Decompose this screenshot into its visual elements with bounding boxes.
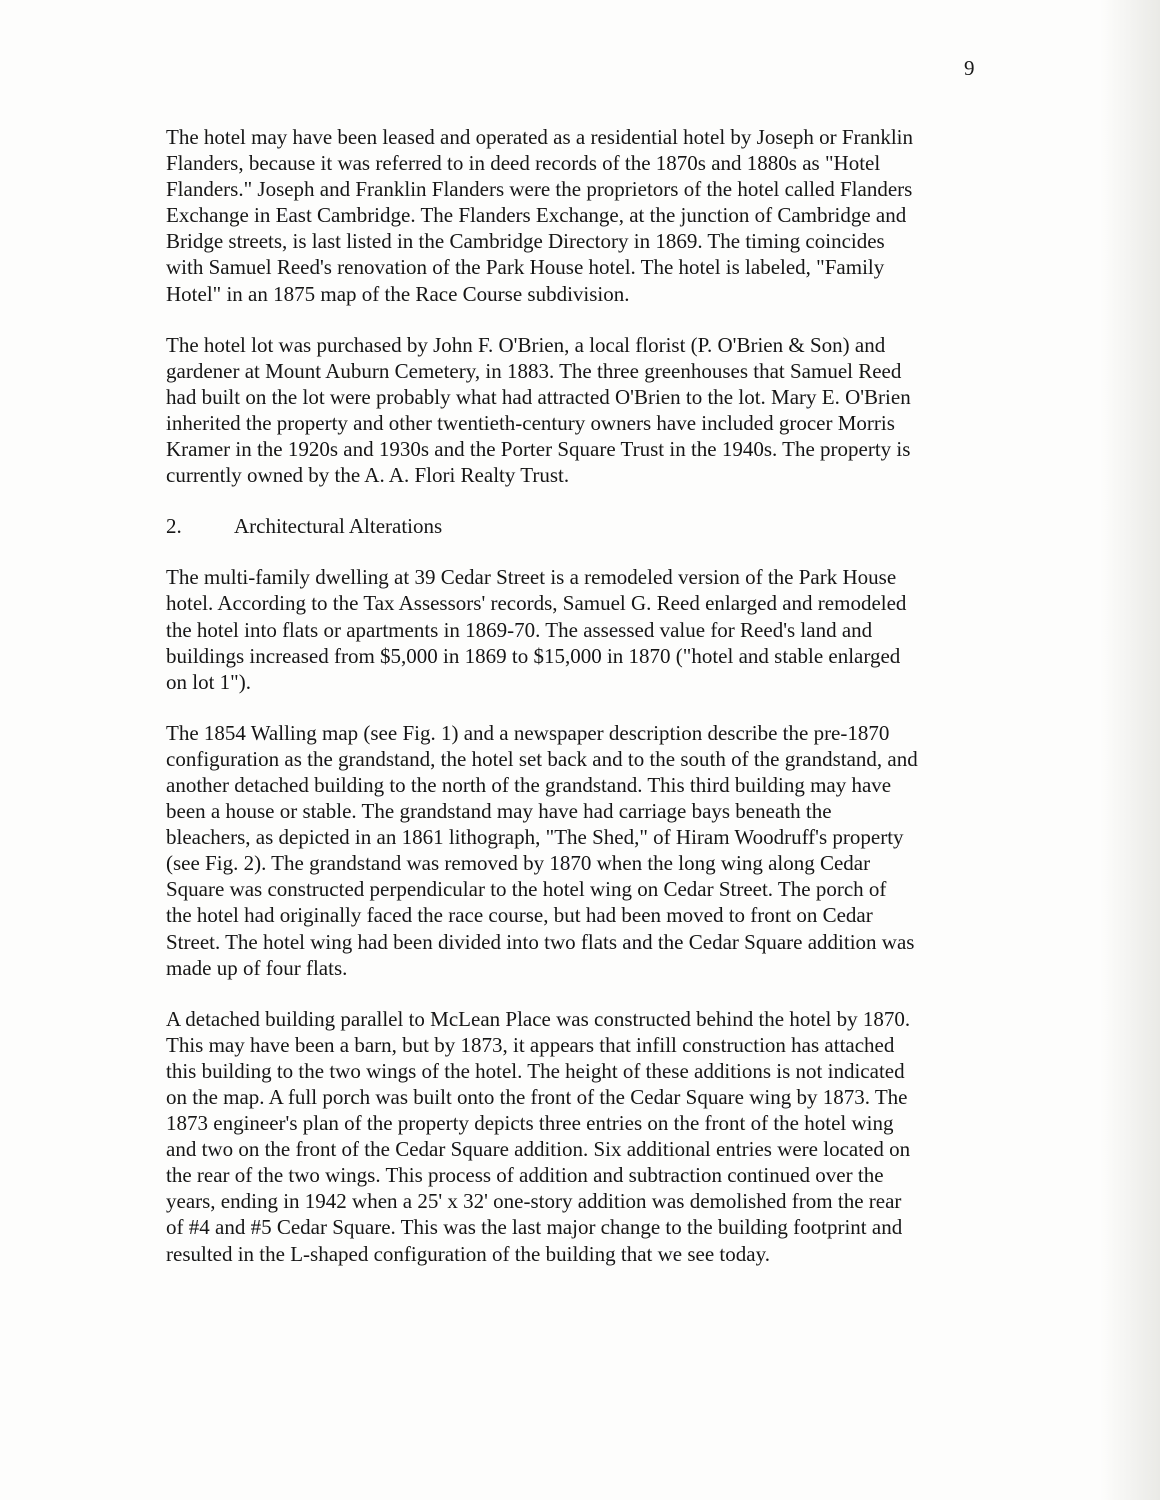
- scan-edge-shading: [1100, 0, 1160, 1500]
- section-number: 2.: [166, 514, 182, 539]
- document-body: [166, 124, 986, 1267]
- section-heading: [166, 513, 986, 539]
- paragraph-obrien-ownership: The hotel lot was purchased by John F. O'Brien, a local florist (P. O'Brien & Son) and gardener at Mount Auburn Cemetery, in 1883. The three greenhouses that Samuel Reed had built on the lot were probably what had attracted O'Brien to the lot. Mary E. O'Brien inherited the property and other twentieth-century owners have included grocer Morris Kramer in the 1920s and 1930s and the Porter Square Trust in the 1940s. The property is currently owned by the A. A. Flori Realty Trust.: [166, 332, 911, 488]
- page-number: 9: [964, 56, 975, 80]
- paragraph-multi-family-dwelling: The multi-family dwelling at 39 Cedar Street is a remodeled version of the Park House hotel. According to the Tax Assessors' records, Samuel G. Reed enlarged and remodeled the hotel into flats or apartments in 1869-70. The assessed value for Reed's land and buildings increased from $5,000 in 1869 to $15,000 in 1870 ("hotel and stable enlarged on lot 1").: [166, 565, 907, 694]
- paragraph-hotel-flanders: The hotel may have been leased and operated as a residential hotel by Joseph or Franklin Flanders, because it was referred to in deed records of the 1870s and 1880s as "Hotel Flanders." Joseph and Franklin Flanders were the proprietors of the hotel called Flanders Exchange in East Cambridge. The Flanders Exchange, at the junction of Cambridge and Bridge streets, is last listed in the Cambridge Directory in 1869. The timing coincides with Samuel Reed's renovation of the Park House hotel. The hotel is labeled, "Family Hotel" in an 1875 map of the Race Course subdivision.: [166, 125, 913, 306]
- paragraph-walling-map: The 1854 Walling map (see Fig. 1) and a newspaper description describe the pre-1870 configuration as the grandstand, the hotel set back and to the south of the grandstand, and another detached building to the north of the grandstand. This third building may have been a house or stable. The grandstand may have had carriage bays beneath the bleachers, as depicted in an 1861 lithograph, "The Shed," of Hiram Woodruff's property (see Fig. 2). The grandstand was removed by 1870 when the long wing along Cedar Square was constructed perpendicular to the hotel wing on Cedar Street. The porch of the hotel had originally faced the race course, but had been moved to front on Cedar Street. The hotel wing had been divided into two flats and the Cedar Square addition was made up of four flats.: [166, 720, 918, 980]
- paragraph-detached-building: A detached building parallel to McLean Place was constructed behind the hotel by 1870. This may have been a barn, but by 1873, it appears that infill construction has attached this building to the two wings of the hotel. The height of these additions is not indicated on the map. A full porch was built onto the front of the Cedar Square wing by 1873. The 1873 engineer's plan of the property depicts three entries on the front of the hotel wing and two on the front of the Cedar Square addition. Six additional entries were located on the rear of the two wings. This process of addition and subtraction continued over the years, ending in 1942 when a 25' x 32' one-story addition was demolished from the rear of #4 and #5 Cedar Square. This was the last major change to the building footprint and resulted in the L-shaped configuration of the building that we see today.: [166, 1006, 911, 1266]
- section-title: Architectural Alterations: [234, 514, 443, 539]
